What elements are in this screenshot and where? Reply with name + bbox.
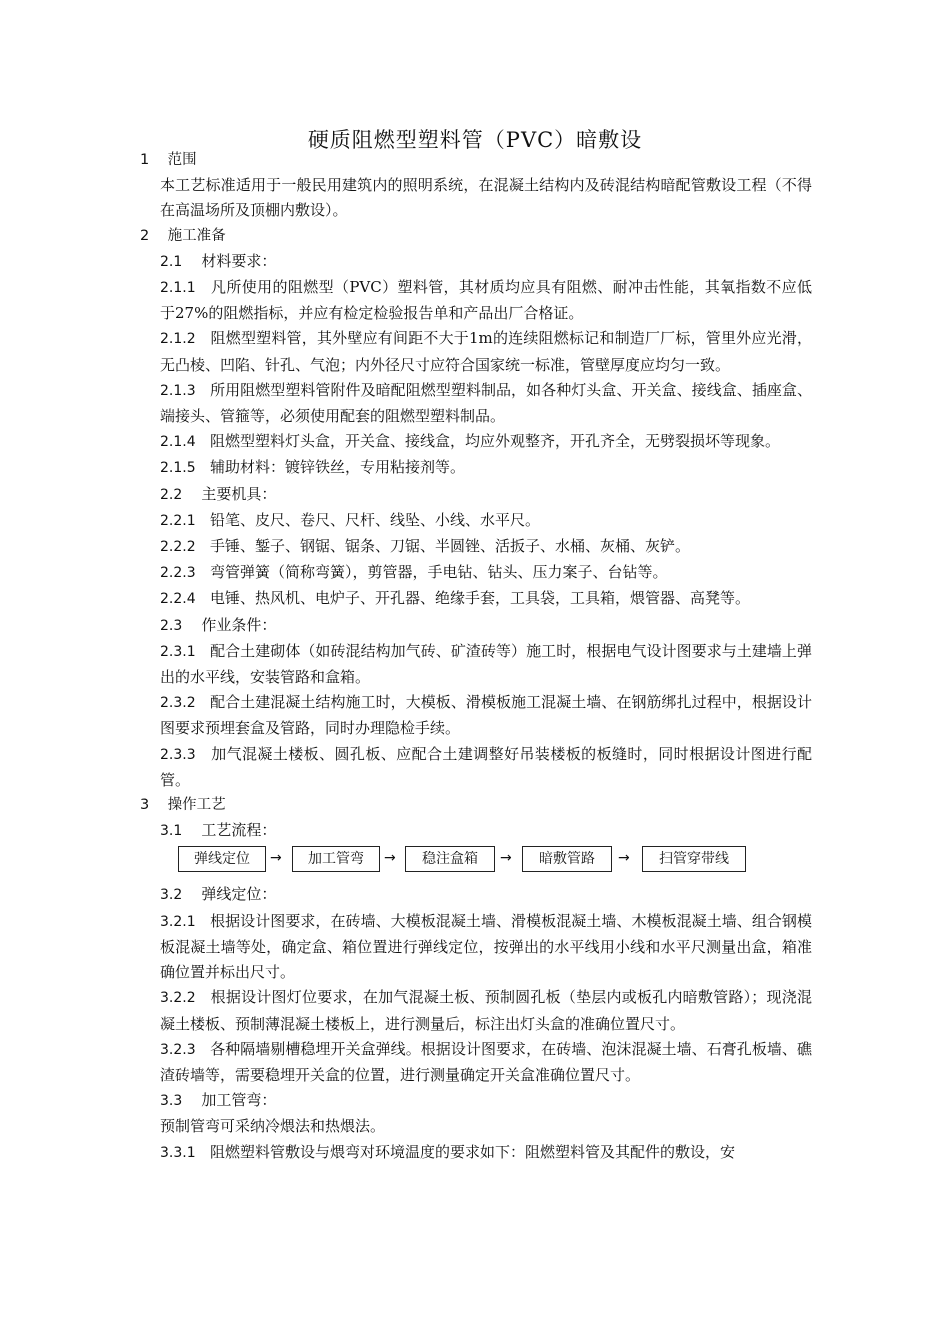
section-label: 加工管弯： (201, 1091, 277, 1110)
clause-text: 弯管弹簧（简称弯簧），剪管器，手电钻、钻头、压力案子、台钻等。 (209, 563, 668, 582)
clause-3-2-3 (140, 1037, 812, 1088)
section-label: 工艺流程： (201, 821, 277, 840)
clause-number: 2.2.1 (160, 512, 196, 529)
clause-text: 根据设计图灯位要求，在加气混凝土板、预制圆孔板（垫层内或板孔内暗敷管路）；现浇混凝土楼板、预制薄混凝土楼板上，进行测量后，标注出灯头盒的准确位置尺寸。 (160, 988, 812, 1033)
clause-number: 3.2.2 (160, 990, 196, 1007)
clause-2-2-3 (140, 560, 812, 586)
clause-text: 阻燃型塑料管，其外壁应有间距不大于1m的连续阻燃标记和制造厂厂标，管里外应光滑，无凸棱、凹陷、针孔、气泡；内外径尺寸应符合国家统一标准，管壁厚度应均匀一致。 (160, 329, 812, 374)
clause-number: 2.1.2 (160, 331, 196, 348)
document-title: 硬质阻燃型塑料管（PVC）暗敷设 (307, 128, 643, 152)
section-label: 操作工艺 (167, 797, 226, 814)
section-2-3-heading (140, 613, 812, 639)
clause-2-1-4 (140, 429, 812, 455)
clause-number: 2.1.1 (160, 280, 196, 297)
flow-step-3: 稳注盒箱 (405, 846, 495, 872)
clause-text: 阻燃塑料管敷设与煨弯对环境温度的要求如下：阻燃塑料管及其配件的敷设，安 (209, 1142, 735, 1161)
flow-step-4: 暗敷管路 (522, 846, 612, 872)
section-number: 2.3 (160, 617, 183, 634)
clause-2-1-5 (140, 455, 812, 481)
clause-number: 2.1.5 (160, 460, 196, 477)
clause-3-2-2 (140, 985, 812, 1036)
clause-2-2-2 (140, 534, 812, 560)
clause-2-2-4 (140, 586, 812, 612)
clause-number: 3.2.3 (160, 1041, 196, 1058)
clause-text: 铅笔、皮尺、卷尺、尺杆、线坠、小线、水平尺。 (209, 510, 540, 529)
clause-text: 所用阻燃型塑料管附件及暗配阻燃型塑料制品，如各种灯头盒、开关盒、接线盒、插座盒、端接头、管箍等，必须使用配套的阻燃型塑料制品。 (160, 380, 812, 426)
flow-arrow-icon: → (384, 850, 396, 867)
clause-2-1-2 (140, 326, 812, 377)
section-label: 作业条件： (201, 615, 277, 634)
flow-step-2: 加工管弯 (292, 846, 380, 872)
clause-2-3-3 (140, 742, 812, 793)
clause-2-3-2 (140, 690, 812, 741)
section-1-body: 本工艺标准适用于一般民用建筑内的照明系统，在混凝土结构内及砖混结构暗配管敷设工程（不得在高温场所及顶棚内敷设）。 (160, 176, 812, 220)
section-label: 主要机具： (201, 484, 277, 503)
section-2-2-heading (140, 482, 812, 508)
clause-text: 阻燃型塑料灯头盒，开关盒、接线盒，均应外观整齐，开孔齐全，无劈裂损坏等现象。 (209, 432, 780, 451)
section-number: 3.2 (160, 887, 183, 904)
section-number: 2 (140, 227, 150, 244)
clause-3-2-1 (140, 909, 812, 986)
clause-number: 3.2.1 (160, 913, 196, 930)
flow-arrow-icon: → (618, 850, 630, 867)
clause-2-1-1 (140, 275, 812, 326)
clause-text: 加气混凝土楼板、圆孔板、应配合土建调整好吊装楼板的板缝时，同时根据设计图进行配管。 (160, 744, 812, 789)
clause-number: 2.1.4 (160, 434, 196, 451)
clause-text: 根据设计图要求，在砖墙、大模板混凝土墙、滑模板混凝土墙、木模板混凝土墙、组合钢模板混凝土墙等处，确定盒、箱位置进行弹线定位，按弹出的水平线用小线和水平尺测量出盒，箱准确位置并标出尺寸。 (160, 911, 812, 982)
clause-text: 辅助材料：镀锌铁丝，专用粘接剂等。 (209, 458, 465, 477)
section-label: 材料要求： (201, 251, 277, 270)
clause-number: 2.3.3 (160, 746, 196, 763)
section-3-2-heading (140, 882, 812, 908)
section-number: 2.1 (160, 253, 183, 270)
section-label: 弹线定位： (201, 885, 277, 904)
clause-number: 2.2.2 (160, 539, 196, 556)
section-number: 3.1 (160, 823, 183, 840)
clause-2-2-1 (140, 508, 812, 534)
clause-number: 2.2.3 (160, 565, 196, 582)
section-number: 2.2 (160, 486, 183, 503)
section-label: 施工准备 (167, 227, 226, 244)
section-1-heading (140, 148, 812, 173)
section-2-1-heading (140, 249, 812, 275)
clause-number: 2.3.1 (160, 643, 196, 660)
process-flowchart (140, 844, 812, 876)
clause-number: 3.3.1 (160, 1144, 196, 1161)
section-3-1-heading (140, 818, 812, 844)
flow-arrow-icon: → (270, 850, 282, 867)
clause-text: 电锤、热风机、电炉子、开孔器、绝缘手套，工具袋，工具箱，煨管器、高凳等。 (209, 589, 750, 608)
flow-arrow-icon: → (500, 850, 512, 867)
clause-3-3-1 (140, 1140, 812, 1166)
clause-2-1-3 (140, 378, 812, 429)
clause-2-3-1 (140, 639, 812, 690)
flow-step-1: 弹线定位 (178, 846, 266, 872)
section-number: 3 (140, 797, 150, 814)
clause-text: 手锤、錾子、钢锯、锯条、刀锯、半圆锉、活扳子、水桶、灰桶、灰铲。 (209, 537, 690, 556)
clause-text: 凡所使用的阻燃型（PVC）塑料管，其材质均应具有阻燃、耐冲击性能，其氧指数不应低于27%的阻燃指标，并应有检定检验报告单和产品出厂合格证。 (160, 278, 812, 323)
section-label: 范围 (167, 152, 197, 168)
flow-step-5: 扫管穿带线 (642, 846, 746, 872)
section-2-heading (140, 224, 812, 249)
clause-text: 配合土建砌体（如砖混结构加气砖、矿渣砖等）施工时，根据电气设计图要求与土建墙上弹出的水平线，安装管路和盒箱。 (160, 641, 812, 687)
section-number: 3.3 (160, 1093, 183, 1110)
section-number: 1 (140, 152, 150, 168)
section-3-3-heading (140, 1088, 812, 1114)
clause-number: 2.2.4 (160, 591, 196, 608)
clause-text: 配合土建混凝土结构施工时，大模板、滑模板施工混凝土墙、在钢筋绑扎过程中，根据设计图要求预埋套盒及管路，同时办理隐检手续。 (160, 693, 812, 738)
clause-number: 2.3.2 (160, 695, 196, 712)
clause-number: 2.1.3 (160, 382, 196, 399)
clause-text: 各种隔墙剔槽稳埋开关盒弹线。根据设计图要求，在砖墙、泡沫混凝土墙、石膏孔板墙、礁渣砖墙等，需要稳埋开关盒的位置，进行测量确定开关盒准确位置尺寸。 (160, 1039, 812, 1084)
document-body (140, 148, 812, 1166)
section-3-3-body: 预制管弯可采纳冷煨法和热煨法。 (160, 1117, 386, 1136)
section-3-heading (140, 793, 812, 818)
